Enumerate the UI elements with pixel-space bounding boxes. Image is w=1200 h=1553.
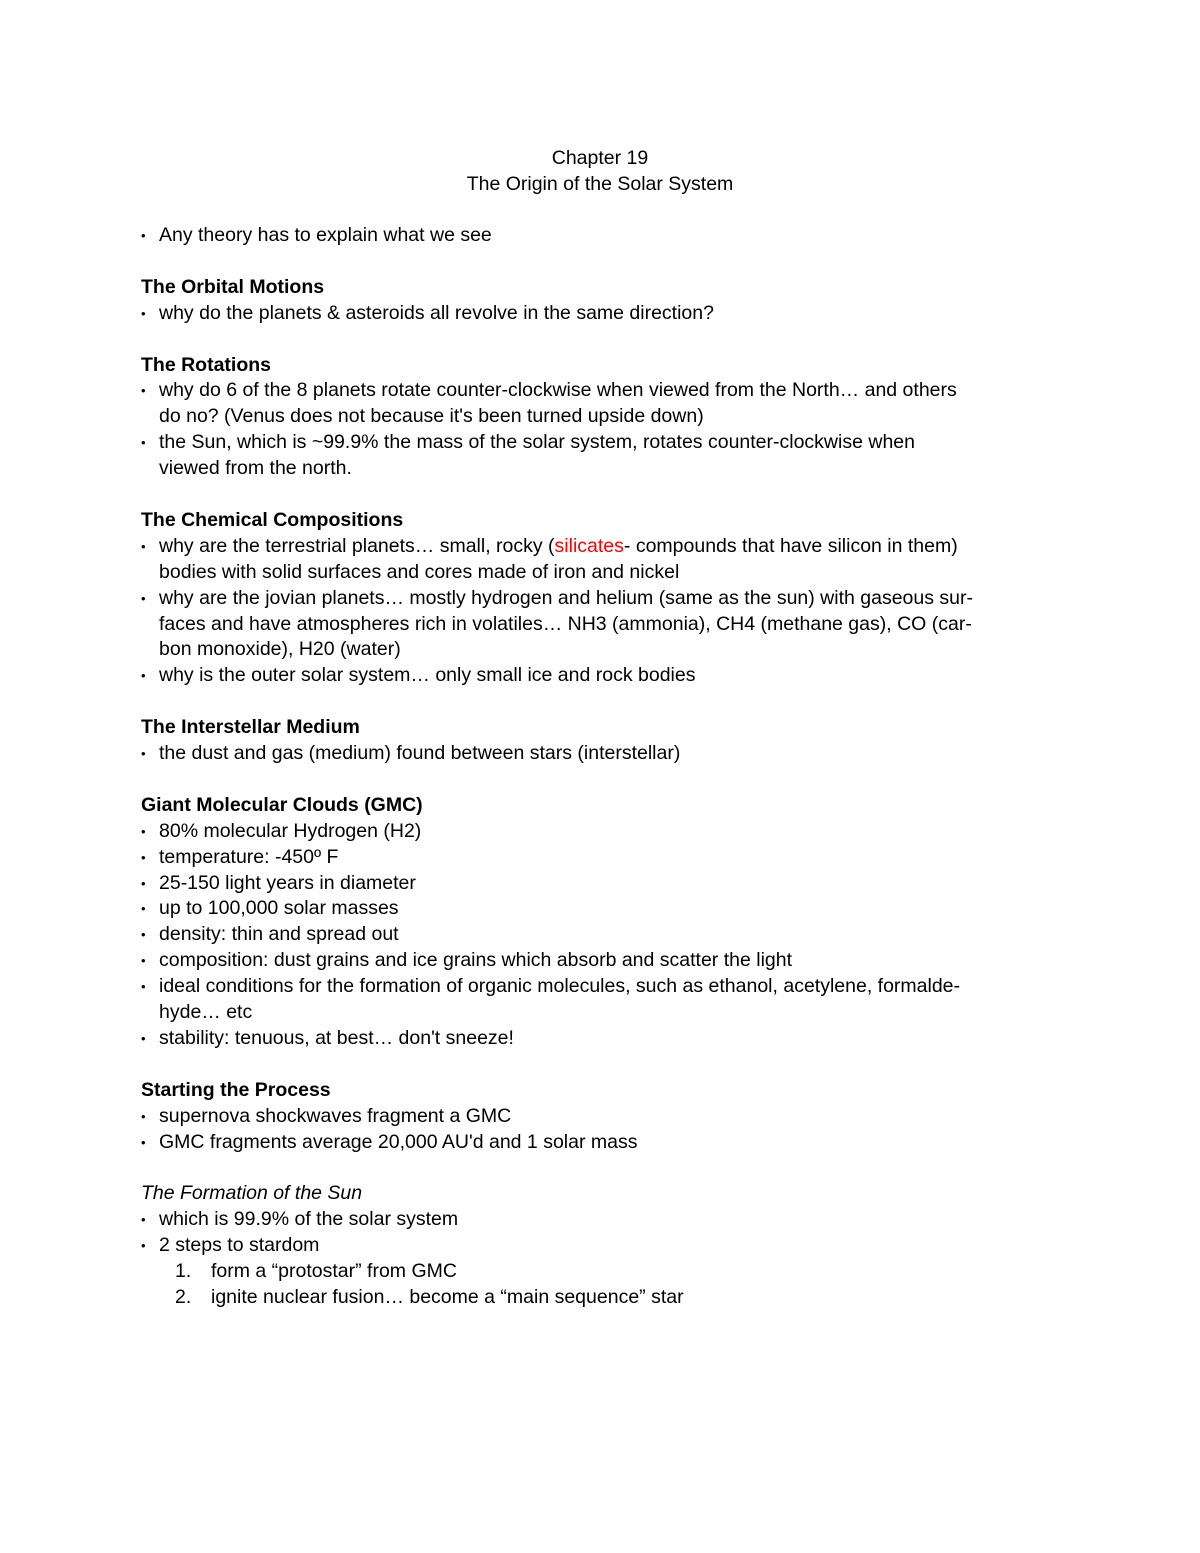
bullet-icon: • [141,435,146,451]
silicates-highlight: silicates [554,534,624,557]
bullet-icon: • [141,383,146,399]
interstellar-item: • the dust and gas (medium) found between stars (interstellar) [141,741,1061,767]
bullet-icon: • [141,849,146,865]
bullet-icon: • [141,979,146,995]
bullet-icon: • [141,305,146,321]
bullet-icon: • [141,953,146,969]
bullet-icon: • [141,228,146,243]
bullet-icon: • [141,823,146,839]
interstellar-heading: The Interstellar Medium [141,716,360,739]
starting-heading: Starting the Process [141,1078,331,1101]
chapter-title: Chapter 19 [551,147,649,169]
starting-item: • GMC fragments average 20,000 AU'd and 1 solar mass [141,1130,1061,1156]
bullet-icon: • [141,875,146,891]
bullet-icon: • [141,1134,146,1150]
rotations-item-2: • the Sun, which is ~99.9% the mass of the solar system, rotates counter-clockwise when viewed from the north. [141,431,915,480]
gmc-item: • temperature: -450º F [141,845,1061,871]
gmc-item: • density: thin and spread out [141,922,1061,948]
chemical-item-3: • why is the outer solar system… only small ice and rock bodies [141,663,1061,689]
rotations-item-1: • why do 6 of the 8 planets rotate counter-clockwise when viewed from the North… and others do no? (Venus does not because it's been turned upside down) [141,379,957,428]
sun-step-2: 2. ignite nuclear fusion… become a “main sequence” star [141,1285,1061,1311]
bullet-icon: • [141,1108,146,1124]
chemical-heading: The Chemical Compositions [141,508,404,531]
bullet-icon: • [141,1031,146,1047]
chemical-item-2: • why are the jovian planets… mostly hydrogen and helium (same as the sun) with gaseous sur- faces and have atmospheres rich in volatiles… NH3 (ammonia), CH4 (methane gas), CO (car- bon monoxide), H20 (water) [141,586,973,661]
bullet-icon: • [141,1212,146,1228]
bullet-icon: • [141,538,146,554]
orbital-item: • why do the planets & asteroids all revolve in the same direction? [141,301,1061,327]
rotations-heading: The Rotations [141,353,271,376]
sun-item: • which is 99.9% of the solar system [141,1207,1061,1233]
step-number: 1. [175,1260,192,1283]
gmc-item: • composition: dust grains and ice grains which absorb and scatter the light [141,948,1061,974]
chapter-subtitle: The Origin of the Solar System [466,173,734,195]
bullet-icon: • [141,1238,146,1254]
intro-text: Any theory has to explain what we see [159,224,492,246]
sun-heading: The Formation of the Sun [141,1182,363,1205]
sun-item: • 2 steps to stardom [141,1233,1061,1259]
bullet-icon: • [141,590,146,606]
gmc-item: • 80% molecular Hydrogen (H2) [141,819,1061,845]
gmc-heading: Giant Molecular Clouds (GMC) [141,793,423,816]
bullet-icon: • [141,746,146,762]
intro-bullet [141,223,1061,249]
title-block [0,145,1200,197]
gmc-item: • stability: tenuous, at best… don't sneeze! [141,1026,1061,1052]
starting-item: • supernova shockwaves fragment a GMC [141,1104,1061,1130]
step-number: 2. [175,1286,192,1309]
bullet-icon: • [141,668,146,684]
gmc-item: • ideal conditions for the formation of organic molecules, such as ethanol, acetylene, formalde- hyde… etc [141,975,961,1024]
bullet-icon: • [141,901,146,917]
document-content [141,223,1061,1311]
orbital-heading: The Orbital Motions [141,275,325,298]
bullet-icon: • [141,927,146,943]
gmc-item: • 25-150 light years in diameter [141,871,1061,897]
sun-step-1: 1. form a “protostar” from GMC [141,1259,1061,1285]
gmc-item: • up to 100,000 solar masses [141,896,1061,922]
chemical-item-1: • why are the terrestrial planets… small, rocky (silicates- compounds that have silicon in them) bodies with solid surfaces and cores made of iron and nickel [141,534,958,583]
